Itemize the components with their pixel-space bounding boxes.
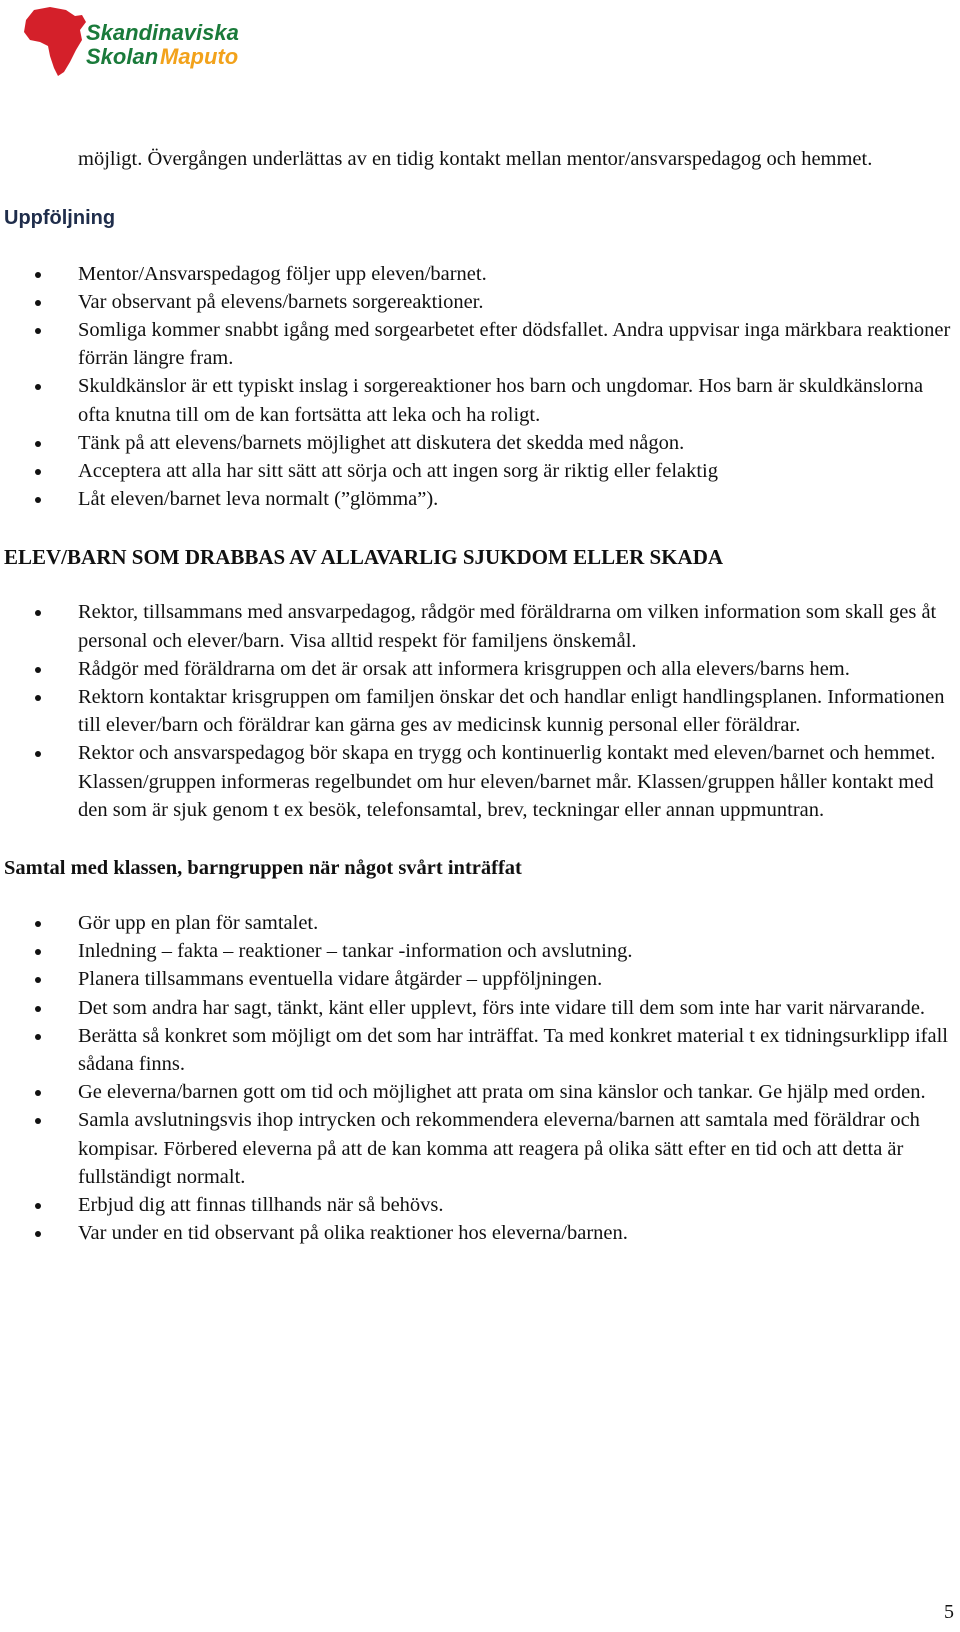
bullet-icon [35, 384, 41, 390]
bullet-icon [35, 1203, 41, 1209]
list-item: Acceptera att alla har sitt sätt att sörja och att ingen sorg är riktig eller felaktig [0, 457, 960, 485]
list-item: Det som andra har sagt, tänkt, känt eller upplevt, förs inte vidare till dem som inte har varit närvarande. [0, 994, 960, 1022]
logo-line1: Skandinaviska [86, 20, 239, 45]
bullet-icon [35, 610, 41, 616]
logo-line2b: Maputo [160, 44, 239, 69]
list-item: Samla avslutningsvis ihop intrycken och rekommendera eleverna/barnen att samtala med föräldrar och kompisar. Förbered eleverna på att de kan komma att reagera på olika sätt efter en tid och att detta är fullständigt normalt. [0, 1106, 960, 1191]
bullet-icon [35, 1034, 41, 1040]
logo-line2a: Skolan [86, 44, 159, 69]
list-item: Erbjud dig att finnas tillhands när så behövs. [0, 1191, 960, 1219]
section-heading-samtal: Samtal med klassen, barngruppen när något svårt inträffat [4, 856, 522, 879]
list-item: Gör upp en plan för samtalet. [0, 909, 960, 937]
list-item: Somliga kommer snabbt igång med sorgearbetet efter dödsfallet. Andra uppvisar inga märkbara reaktioner förrän längre fram. [0, 316, 960, 372]
list-item: Rektorn kontaktar krisgruppen om familjen önskar det och handlar enligt handlingsplanen. Informationen till elever/barn och föräldrar kan gärna ges av medicinsk kunnig personal eller föräldrar. [0, 683, 960, 739]
list-item: Ge eleverna/barnen gott om tid och möjlighet att prata om sina känslor och tankar. Ge hjälp med orden. [0, 1078, 960, 1106]
document-page [0, 145, 960, 1247]
bullet-icon [35, 921, 41, 927]
bullet-icon [35, 1006, 41, 1012]
school-logo [20, 6, 250, 80]
section-heading-sjukdom: ELEV/BARN SOM DRABBAS AV ALLAVARLIG SJUKDOM ELLER SKADA [4, 545, 724, 570]
list-item: Var observant på elevens/barnets sorgereaktioner. [0, 288, 960, 316]
bullet-icon [35, 1118, 41, 1124]
list-item: Rådgör med föräldrarna om det är orsak att informera krisgruppen och alla elevers/barns hem. [0, 655, 960, 683]
bullet-icon [35, 949, 41, 955]
list-item: Inledning – fakta – reaktioner – tankar -information och avslutning. [0, 937, 960, 965]
list-item: Mentor/Ansvarspedagog följer upp eleven/barnet. [0, 260, 960, 288]
samtal-list [0, 909, 960, 1247]
bullet-icon [35, 300, 41, 306]
bullet-icon [35, 977, 41, 983]
bullet-icon [35, 497, 41, 503]
bullet-icon [35, 667, 41, 673]
bullet-icon [35, 695, 41, 701]
list-item: Skuldkänslor är ett typiskt inslag i sorgereaktioner hos barn och ungdomar. Hos barn är skuldkänslorna ofta knutna till om de kan fortsätta att leka och ha roligt. [0, 372, 960, 428]
list-item: Var under en tid observant på olika reaktioner hos eleverna/barnen. [0, 1219, 960, 1247]
sjukdom-list [0, 598, 960, 824]
bullet-icon [35, 469, 41, 475]
bullet-icon [35, 441, 41, 447]
list-item: Tänk på att elevens/barnets möjlighet att diskutera det skedda med någon. [0, 429, 960, 457]
list-item: Låt eleven/barnet leva normalt (”glömma”). [0, 485, 960, 513]
page-number: 5 [944, 1601, 954, 1623]
bullet-icon [35, 751, 41, 757]
africa-logo-icon [20, 6, 250, 80]
uppfoljning-list [0, 260, 960, 514]
list-item: Rektor, tillsammans med ansvarpedagog, rådgör med föräldrarna om vilken information som skall ges åt personal och elever/barn. Visa alltid respekt för familjens önskemål. [0, 598, 960, 654]
bullet-icon [35, 1090, 41, 1096]
list-item: Planera tillsammans eventuella vidare åtgärder – uppföljningen. [0, 965, 960, 993]
list-item: Berätta så konkret som möjligt om det som har inträffat. Ta med konkret material t ex tidningsurklipp ifall sådana finns. [0, 1022, 960, 1078]
section-heading-uppfoljning: Uppföljning [4, 206, 116, 229]
list-item: Rektor och ansvarspedagog bör skapa en trygg och kontinuerlig kontakt med eleven/barnet och hemmet. Klassen/gruppen informeras regelbundet om hur eleven/barnet mår. Klassen/gruppen håller kontakt med den som är sjuk genom t ex besök, telefonsamtal, brev, teckningar eller annan uppmuntran. [0, 739, 960, 824]
bullet-icon [35, 328, 41, 334]
intro-paragraph: möjligt. Övergången underlättas av en tidig kontakt mellan mentor/ansvarspedagog och hemmet. [78, 148, 873, 170]
bullet-icon [35, 272, 41, 278]
bullet-icon [35, 1231, 41, 1237]
